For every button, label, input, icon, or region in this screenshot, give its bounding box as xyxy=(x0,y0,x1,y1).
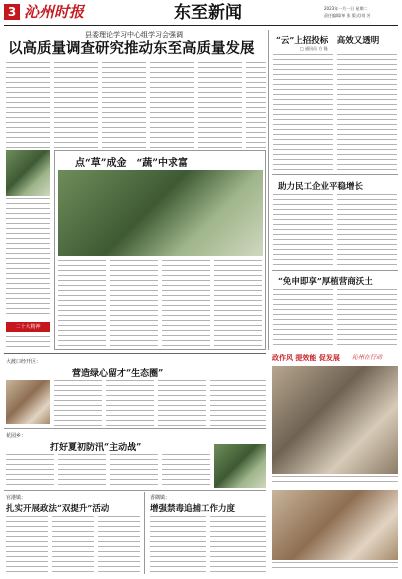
masthead xyxy=(4,3,398,25)
left-col-text-2 xyxy=(6,336,50,350)
photo-right-lower-2 xyxy=(272,490,398,560)
mid-feature-body-col-4 xyxy=(214,260,262,346)
section-b-label: 花园乡： xyxy=(6,433,27,439)
section-c-col-3 xyxy=(98,516,140,574)
right-top-body-col-1 xyxy=(273,54,333,172)
section-a-col-3 xyxy=(158,380,206,426)
column-divider xyxy=(268,30,269,350)
section-c-label: 官港镇： xyxy=(6,495,27,501)
section-d-col-1 xyxy=(150,516,206,574)
section-b-col-3 xyxy=(110,454,158,488)
section-a-col-4 xyxy=(210,380,266,426)
lead-body-col-3 xyxy=(102,62,146,148)
lead-title: 以高质量调查研究推动东至高质量发展 xyxy=(8,40,255,57)
section-c-col-1 xyxy=(6,516,48,574)
right-low-body-col-2 xyxy=(337,289,397,349)
section-a-col-1 xyxy=(54,380,102,426)
right-low-body-col-1 xyxy=(273,289,333,349)
section-a-col-2 xyxy=(106,380,154,426)
mid-feature-body-col-3 xyxy=(162,260,210,346)
right-top-title: “云”上招投标 高效又透明 xyxy=(276,36,380,46)
page-number-badge: 3 xyxy=(4,4,20,20)
lead-body-col-5 xyxy=(198,62,242,148)
mid-feature-body-col-1 xyxy=(58,260,106,346)
banner xyxy=(272,352,398,364)
lead-body-col-4 xyxy=(150,62,194,148)
lead-body-col-6 xyxy=(246,62,266,148)
right-top-body-col-2 xyxy=(337,54,397,172)
masthead-rule xyxy=(4,25,398,26)
photo-right-lower-1-caption xyxy=(272,476,398,486)
banner-text: 政作风 提效能 促发展 xyxy=(272,354,340,362)
section-b-col-2 xyxy=(58,454,106,488)
section-b-title: 打好夏初防汛“主动战” xyxy=(50,443,142,453)
banner-suffix: 沁州在行动 xyxy=(352,354,383,361)
section-title: 东至新闻 xyxy=(174,3,242,23)
lower-rule xyxy=(4,353,266,354)
section-c-col-2 xyxy=(52,516,94,574)
mid-feature-title: 点“草”成金 “蔬”中求富 xyxy=(75,158,189,169)
section-b-col-1 xyxy=(6,454,54,488)
section-cd-divider xyxy=(144,492,145,574)
photo-lettuce-farmers xyxy=(58,170,263,256)
section-d-label: 香隅镇： xyxy=(150,495,171,501)
lead-body-col-1 xyxy=(6,62,50,148)
lead-kicker: 县委理论学习中心组学习会强调 xyxy=(85,31,183,39)
section-d-col-2 xyxy=(210,516,266,574)
right-top-author: □ 通讯员 方 隆 xyxy=(300,46,328,51)
right-mid-body-col-2 xyxy=(337,194,397,268)
masthead-date: 2023年一月一日 星期二 xyxy=(324,6,368,11)
photo-right-lower-2-caption xyxy=(272,562,398,572)
badge-twenty-congress: 二十大精神 xyxy=(6,322,50,332)
mid-feature-body-col-2 xyxy=(110,260,158,346)
section-b-rule xyxy=(4,428,266,429)
section-d-title: 增强禁毒追捕工作力度 xyxy=(150,504,236,514)
newspaper-logo: 沁州时报 xyxy=(24,3,85,21)
photo-section-b xyxy=(214,444,266,488)
right-mid-body-col-1 xyxy=(273,194,333,268)
lead-body-col-2 xyxy=(54,62,98,148)
right-low-rule xyxy=(272,270,398,271)
section-c-title: 扎实开展政法“双提升”活动 xyxy=(6,504,110,514)
masthead-editor: 责任编辑/单 张 版式/刘 芳 xyxy=(324,13,371,18)
section-b-col-4 xyxy=(162,454,210,488)
right-mid-title: 助力民工企业平稳增长 xyxy=(278,182,364,192)
photo-section-a-left xyxy=(6,380,50,424)
photo-right-lower-1 xyxy=(272,366,398,474)
right-low-title: “免申即享”厚植营商沃土 xyxy=(278,277,373,287)
section-c-rule xyxy=(4,490,266,491)
left-col-text xyxy=(6,198,50,318)
section-a-title: 营造绿心留才“生态圈” xyxy=(72,369,164,379)
section-a-label: 大渡口经开区： xyxy=(6,359,42,365)
photo-meeting xyxy=(6,150,50,196)
right-mid-rule xyxy=(272,174,398,175)
